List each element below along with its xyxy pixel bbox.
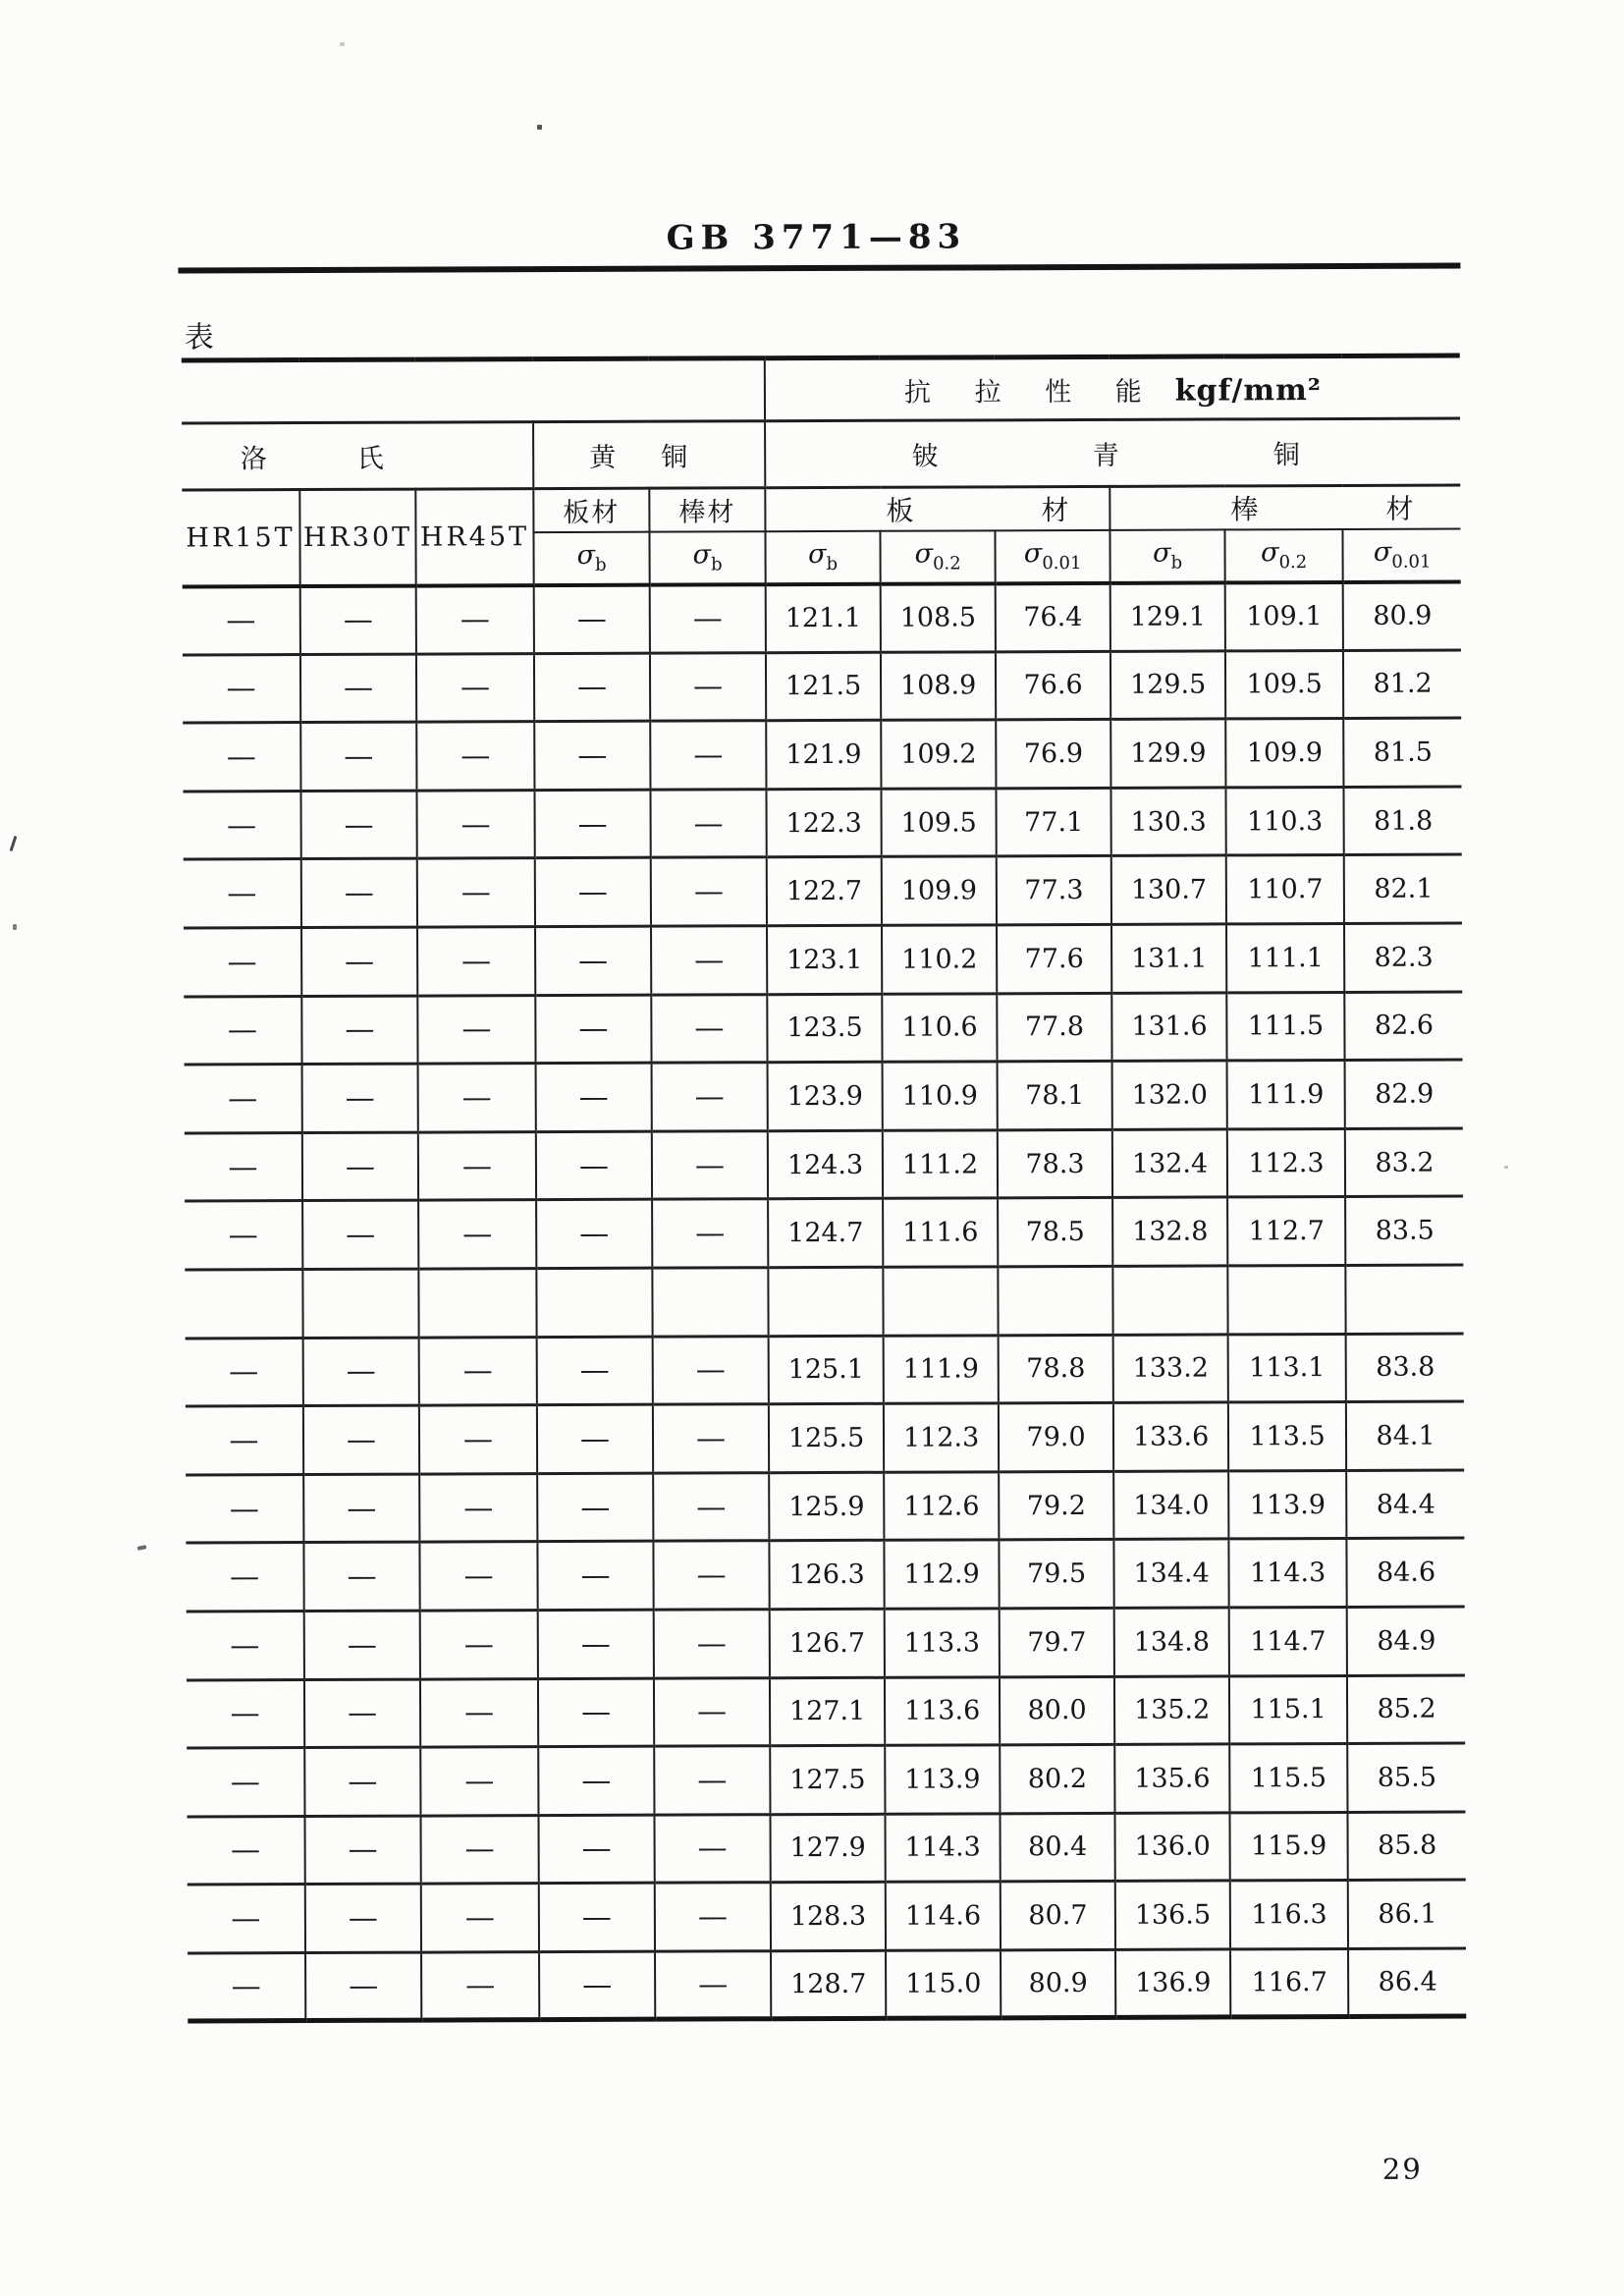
- dash-cell: —: [420, 1678, 538, 1747]
- value-cell: 127.1: [770, 1677, 885, 1746]
- value-cell: 80.4: [1001, 1813, 1115, 1882]
- value-cell: 109.2: [881, 720, 996, 789]
- dash-cell: —: [300, 654, 416, 723]
- value-cell: 79.5: [999, 1540, 1113, 1609]
- dash-cell: —: [186, 1474, 303, 1543]
- value-cell: 109.1: [1225, 581, 1343, 650]
- value-cell: 131.1: [1111, 924, 1226, 993]
- value-cell: 134.8: [1114, 1608, 1229, 1676]
- dash-cell: —: [652, 1063, 768, 1131]
- value-cell: 77.1: [997, 788, 1111, 856]
- table-row: [187, 1675, 1465, 1749]
- dash-cell: —: [421, 1884, 539, 1952]
- dash-cell: —: [416, 585, 534, 654]
- table-row: [184, 923, 1462, 997]
- bronze-bar-label: 棒材: [1230, 491, 1542, 526]
- value-cell: 113.3: [885, 1609, 1000, 1677]
- table-row: [188, 1948, 1466, 2022]
- value-cell: 130.3: [1111, 788, 1226, 856]
- dash-cell: —: [185, 1201, 302, 1270]
- value-cell: 112.7: [1227, 1197, 1345, 1266]
- table-row: [183, 581, 1461, 655]
- value-cell: 111.9: [1227, 1061, 1345, 1129]
- value-cell: 113.6: [885, 1676, 1000, 1745]
- table-row: [185, 1196, 1463, 1270]
- bronze-sheet-header: [765, 486, 1197, 530]
- value-cell: 121.5: [766, 652, 881, 721]
- dash-cell: —: [416, 722, 534, 791]
- header-row-materials: [182, 418, 1460, 490]
- dash-cell: —: [184, 859, 301, 928]
- sigma-02-bronze-sheet-header: $\sigma_{0.2}$: [881, 530, 996, 583]
- dash-cell: —: [654, 1677, 770, 1746]
- dash-cell: —: [653, 1541, 769, 1610]
- dash-cell: —: [416, 653, 534, 722]
- value-cell: 136.5: [1115, 1881, 1230, 1949]
- table-row: [185, 1265, 1463, 1339]
- value-cell: 126.7: [770, 1609, 885, 1677]
- value-cell: 111.2: [883, 1130, 998, 1199]
- value-cell: 85.8: [1348, 1812, 1466, 1881]
- value-cell: 82.9: [1345, 1060, 1463, 1128]
- dash-cell: —: [536, 1200, 652, 1269]
- value-cell: 115.1: [1229, 1675, 1347, 1744]
- value-cell: 109.9: [882, 856, 997, 925]
- dash-cell: —: [539, 1883, 655, 1951]
- dash-cell: —: [655, 1951, 771, 2020]
- dash-cell: —: [419, 1337, 537, 1405]
- value-cell: 113.1: [1228, 1334, 1346, 1402]
- dash-cell: —: [303, 1338, 419, 1406]
- value-cell: 109.5: [1225, 650, 1343, 719]
- dash-cell: —: [651, 994, 767, 1063]
- table-row: [188, 1880, 1466, 1953]
- dash-cell: —: [302, 1200, 418, 1269]
- value-cell: 80.7: [1001, 1882, 1115, 1950]
- dash-cell: —: [421, 1951, 539, 2020]
- rockwell-header: 洛氏: [182, 422, 533, 490]
- value-cell: 86.4: [1348, 1948, 1466, 2017]
- value-cell: 116.3: [1230, 1881, 1348, 1949]
- value-cell: 128.3: [771, 1883, 886, 1951]
- dash-cell: —: [416, 790, 534, 858]
- empty-cell: [1345, 1265, 1463, 1334]
- value-cell: 108.5: [881, 583, 996, 652]
- value-cell: 76.6: [996, 651, 1110, 720]
- value-cell: 82.3: [1344, 923, 1462, 992]
- value-cell: 123.5: [767, 994, 882, 1063]
- dash-cell: —: [304, 1816, 420, 1885]
- value-cell: 110.3: [1226, 787, 1344, 855]
- dash-cell: —: [305, 1952, 421, 2021]
- value-cell: 112.3: [884, 1403, 999, 1472]
- value-cell: 112.9: [884, 1540, 999, 1609]
- empty-cell: [418, 1269, 536, 1338]
- sigma-001-bronze-sheet-header: $\sigma_{0.01}$: [996, 529, 1110, 582]
- sigma-001-bronze-bar-header: $\sigma_{0.01}$: [1343, 528, 1461, 581]
- dash-cell: —: [304, 1747, 420, 1816]
- table-row: [186, 1334, 1464, 1407]
- value-cell: 110.7: [1226, 855, 1344, 924]
- brass-label: 黄铜: [589, 442, 733, 473]
- dash-cell: —: [534, 790, 650, 858]
- value-cell: 110.6: [882, 993, 997, 1062]
- sigma-02-bronze-bar-header: $\sigma_{0.2}$: [1225, 528, 1343, 581]
- dash-cell: —: [301, 927, 417, 996]
- dash-cell: —: [654, 1746, 770, 1815]
- dash-cell: —: [537, 1473, 653, 1542]
- dash-cell: —: [304, 1611, 420, 1679]
- dash-cell: —: [417, 858, 535, 927]
- value-cell: 77.8: [997, 993, 1111, 1062]
- dash-cell: —: [538, 1746, 654, 1815]
- dash-cell: —: [185, 1132, 302, 1201]
- col-header-hr30t: HR30T: [299, 489, 415, 585]
- dash-cell: —: [653, 1404, 769, 1473]
- bronze-bar-header: [1110, 485, 1542, 529]
- dash-cell: —: [303, 1542, 419, 1611]
- scan-speck: [13, 924, 17, 930]
- value-cell: 111.1: [1226, 923, 1344, 992]
- dash-cell: —: [302, 1132, 418, 1201]
- page-number: 29: [1381, 2152, 1423, 2186]
- value-cell: 125.1: [769, 1336, 884, 1404]
- tensile-properties-header: [765, 355, 1460, 421]
- empty-cell: [768, 1267, 883, 1336]
- value-cell: 81.8: [1344, 787, 1462, 855]
- dash-cell: —: [650, 790, 766, 858]
- value-cell: 78.5: [998, 1198, 1112, 1267]
- value-cell: 80.9: [1001, 1949, 1115, 2018]
- value-cell: 83.2: [1345, 1128, 1463, 1197]
- value-cell: 83.5: [1345, 1196, 1463, 1265]
- dash-cell: —: [534, 721, 650, 790]
- dash-cell: —: [655, 1883, 771, 1951]
- value-cell: 108.9: [881, 651, 996, 720]
- dash-cell: —: [651, 857, 767, 926]
- value-cell: 129.5: [1110, 651, 1225, 720]
- dash-cell: —: [538, 1610, 654, 1678]
- empty-cell: [1112, 1266, 1227, 1335]
- value-cell: 123.9: [768, 1062, 883, 1130]
- col-header-hr15t: HR15T: [182, 490, 299, 586]
- dash-cell: —: [539, 1951, 655, 2020]
- empty-cell: [536, 1268, 652, 1337]
- value-cell: 77.3: [997, 856, 1111, 925]
- dash-cell: —: [184, 996, 301, 1065]
- empty-cell: [652, 1268, 768, 1337]
- value-cell: 129.9: [1110, 719, 1225, 788]
- empty-cell: [1227, 1265, 1345, 1334]
- dash-cell: —: [184, 928, 301, 997]
- header-row-forms: [182, 485, 1460, 533]
- value-cell: 84.9: [1347, 1607, 1465, 1675]
- value-cell: 109.5: [882, 789, 997, 857]
- sigma-b-brass-sheet-header: $\sigma_b$: [533, 531, 649, 584]
- dash-cell: —: [187, 1611, 304, 1679]
- table-row: [186, 1401, 1464, 1475]
- dash-cell: —: [300, 722, 416, 791]
- standard-code: GB 3771—83: [666, 217, 967, 258]
- value-cell: 78.3: [998, 1129, 1112, 1198]
- dash-cell: —: [187, 1679, 304, 1748]
- header-row-tensile: [182, 355, 1460, 423]
- table-row: [186, 1470, 1464, 1544]
- col-header-hr45t: HR45T: [415, 489, 533, 585]
- table-row: [187, 1743, 1465, 1817]
- dash-cell: —: [535, 858, 651, 927]
- tensile-unit-label: kgf/mm²: [1174, 372, 1323, 409]
- bronze-sheet-label: 板材: [886, 493, 1197, 527]
- dash-cell: —: [417, 927, 535, 996]
- value-cell: 116.7: [1230, 1948, 1348, 2017]
- dash-cell: —: [183, 723, 300, 792]
- dash-cell: —: [419, 1473, 537, 1542]
- dash-cell: —: [534, 584, 650, 653]
- value-cell: 84.4: [1346, 1470, 1464, 1539]
- title-rule: [178, 263, 1460, 274]
- value-cell: 111.9: [884, 1335, 999, 1403]
- dash-cell: —: [301, 858, 417, 927]
- value-cell: 128.7: [771, 1950, 886, 2019]
- dash-cell: —: [650, 652, 766, 721]
- brass-sheet-header: 板材: [533, 488, 649, 531]
- value-cell: 131.6: [1111, 992, 1226, 1061]
- value-cell: 80.0: [1000, 1676, 1114, 1745]
- table-label: 表: [184, 320, 214, 355]
- dash-cell: —: [418, 1200, 536, 1269]
- table-body: [183, 581, 1467, 2021]
- value-cell: 122.3: [767, 789, 882, 857]
- dash-cell: —: [419, 1405, 537, 1474]
- dash-cell: —: [302, 1064, 418, 1132]
- table-row: [183, 787, 1461, 860]
- table-header: [182, 355, 1542, 586]
- value-cell: 77.6: [997, 924, 1111, 993]
- value-cell: 115.0: [886, 1950, 1001, 2019]
- scan-speck: [1504, 1166, 1508, 1169]
- dash-cell: —: [188, 1952, 305, 2021]
- value-cell: 126.3: [769, 1541, 884, 1610]
- value-cell: 122.7: [767, 857, 882, 926]
- dash-cell: —: [651, 926, 767, 995]
- empty-cell: [998, 1266, 1112, 1335]
- empty-cell: [185, 1269, 302, 1338]
- dash-cell: —: [188, 1885, 305, 1953]
- dash-cell: —: [420, 1611, 538, 1679]
- dash-cell: —: [301, 996, 417, 1065]
- dash-cell: —: [186, 1406, 303, 1475]
- hardness-tensile-conversion-table: [182, 354, 1542, 2024]
- value-cell: 132.0: [1112, 1061, 1227, 1129]
- table-row: [184, 992, 1462, 1066]
- value-cell: 76.4: [996, 582, 1110, 651]
- value-cell: 112.6: [884, 1472, 999, 1541]
- value-cell: 125.5: [769, 1403, 884, 1472]
- value-cell: 82.6: [1344, 992, 1462, 1061]
- value-cell: 133.2: [1113, 1334, 1228, 1402]
- value-cell: 134.4: [1113, 1539, 1228, 1608]
- table-row: [187, 1607, 1465, 1680]
- value-cell: 129.1: [1110, 582, 1225, 651]
- value-cell: 114.3: [886, 1814, 1001, 1883]
- dash-cell: —: [418, 1064, 536, 1132]
- value-cell: 78.8: [999, 1335, 1113, 1403]
- value-cell: 127.5: [770, 1745, 885, 1814]
- value-cell: 123.1: [767, 925, 882, 994]
- dash-cell: —: [536, 1131, 652, 1200]
- value-cell: 124.3: [768, 1130, 883, 1199]
- empty-cell: [302, 1269, 418, 1338]
- dash-cell: —: [536, 1063, 652, 1131]
- value-cell: 109.9: [1225, 719, 1343, 788]
- value-cell: 111.5: [1226, 992, 1344, 1061]
- dash-cell: —: [300, 585, 416, 654]
- dash-cell: —: [537, 1541, 653, 1610]
- value-cell: 80.9: [1343, 581, 1461, 650]
- value-cell: 132.8: [1112, 1197, 1227, 1266]
- beryllium-bronze-label: 铍青铜: [911, 439, 1454, 472]
- brass-header: [533, 421, 765, 489]
- dash-cell: —: [650, 721, 766, 790]
- brass-bar-header: 棒材: [649, 488, 765, 531]
- dash-cell: —: [653, 1336, 769, 1404]
- scan-speck: [537, 125, 542, 130]
- value-cell: 113.5: [1228, 1402, 1346, 1471]
- dash-cell: —: [186, 1338, 303, 1406]
- empty-header-cell: [182, 358, 765, 423]
- value-cell: 84.6: [1346, 1538, 1464, 1607]
- table-row: [183, 650, 1461, 724]
- value-cell: 130.7: [1111, 855, 1226, 924]
- value-cell: 78.1: [998, 1062, 1112, 1130]
- dash-cell: —: [183, 654, 300, 723]
- value-cell: 79.0: [999, 1402, 1113, 1471]
- dash-cell: —: [535, 995, 651, 1064]
- value-cell: 124.7: [768, 1199, 883, 1268]
- sigma-b-brass-bar-header: $\sigma_b$: [649, 531, 765, 584]
- value-cell: 76.9: [996, 720, 1110, 789]
- dash-cell: —: [304, 1679, 420, 1748]
- dash-cell: —: [650, 584, 766, 653]
- dash-cell: —: [654, 1814, 770, 1883]
- value-cell: 136.0: [1115, 1813, 1230, 1882]
- value-cell: 86.1: [1348, 1880, 1466, 1948]
- table-row: [183, 718, 1461, 792]
- sigma-b-bronze-sheet-header: $\sigma_b$: [766, 530, 881, 583]
- dash-cell: —: [419, 1542, 537, 1611]
- value-cell: 113.9: [885, 1745, 1000, 1814]
- value-cell: 81.5: [1343, 718, 1461, 787]
- value-cell: 121.9: [766, 720, 881, 789]
- value-cell: 115.9: [1230, 1812, 1348, 1881]
- dash-cell: —: [654, 1610, 770, 1678]
- dash-cell: —: [305, 1884, 421, 1952]
- value-cell: 82.1: [1344, 854, 1462, 923]
- sigma-b-bronze-bar-header: $\sigma_b$: [1110, 529, 1225, 582]
- value-cell: 80.2: [1000, 1744, 1114, 1813]
- value-cell: 110.2: [882, 925, 997, 994]
- value-cell: 135.2: [1114, 1675, 1229, 1744]
- value-cell: 121.1: [766, 583, 881, 652]
- value-cell: 136.9: [1115, 1949, 1230, 2018]
- dash-cell: —: [183, 791, 300, 859]
- value-cell: 81.2: [1343, 650, 1461, 719]
- dash-cell: —: [187, 1816, 304, 1885]
- value-cell: 85.5: [1347, 1743, 1465, 1812]
- dash-cell: —: [537, 1337, 653, 1405]
- value-cell: 111.6: [883, 1198, 998, 1267]
- value-cell: 134.0: [1113, 1471, 1228, 1540]
- value-cell: 85.2: [1347, 1675, 1465, 1744]
- value-cell: 125.9: [769, 1472, 884, 1541]
- dash-cell: —: [538, 1815, 654, 1884]
- dash-cell: —: [303, 1405, 419, 1474]
- value-cell: 114.6: [886, 1882, 1001, 1950]
- dash-cell: —: [652, 1130, 768, 1199]
- value-cell: 114.7: [1229, 1607, 1347, 1675]
- dash-cell: —: [420, 1747, 538, 1816]
- tensile-properties-label: 抗 拉 性 能: [903, 376, 1160, 409]
- value-cell: 113.9: [1228, 1470, 1346, 1539]
- value-cell: 79.7: [1000, 1608, 1114, 1676]
- dash-cell: —: [420, 1815, 538, 1884]
- dash-cell: —: [537, 1404, 653, 1473]
- value-cell: 133.6: [1113, 1402, 1228, 1471]
- dash-cell: —: [538, 1678, 654, 1747]
- empty-cell: [883, 1267, 998, 1336]
- dash-cell: —: [300, 791, 416, 859]
- table-row: [185, 1060, 1463, 1133]
- table-row: [186, 1538, 1464, 1612]
- scan-speck: [340, 42, 345, 46]
- table-row: [187, 1812, 1465, 1886]
- value-cell: 79.2: [999, 1471, 1113, 1540]
- beryllium-bronze-header: [765, 418, 1460, 488]
- dash-cell: —: [183, 586, 300, 655]
- dash-cell: —: [303, 1474, 419, 1543]
- table-row: [185, 1128, 1463, 1202]
- value-cell: 83.8: [1346, 1334, 1464, 1402]
- dash-cell: —: [652, 1199, 768, 1268]
- dash-cell: —: [418, 1131, 536, 1200]
- value-cell: 135.6: [1114, 1744, 1229, 1813]
- table-row: [184, 854, 1462, 928]
- dash-cell: —: [187, 1748, 304, 1817]
- dash-cell: —: [186, 1543, 303, 1612]
- dash-cell: —: [653, 1472, 769, 1541]
- value-cell: 110.9: [883, 1062, 998, 1130]
- value-cell: 84.1: [1346, 1401, 1464, 1470]
- dash-cell: —: [535, 926, 651, 995]
- dash-cell: —: [417, 995, 535, 1064]
- value-cell: 115.5: [1229, 1744, 1347, 1813]
- value-cell: 112.3: [1227, 1128, 1345, 1197]
- dash-cell: —: [185, 1065, 302, 1133]
- value-cell: 132.4: [1112, 1129, 1227, 1198]
- value-cell: 114.3: [1228, 1539, 1346, 1608]
- dash-cell: —: [534, 653, 650, 722]
- value-cell: 127.9: [771, 1814, 886, 1883]
